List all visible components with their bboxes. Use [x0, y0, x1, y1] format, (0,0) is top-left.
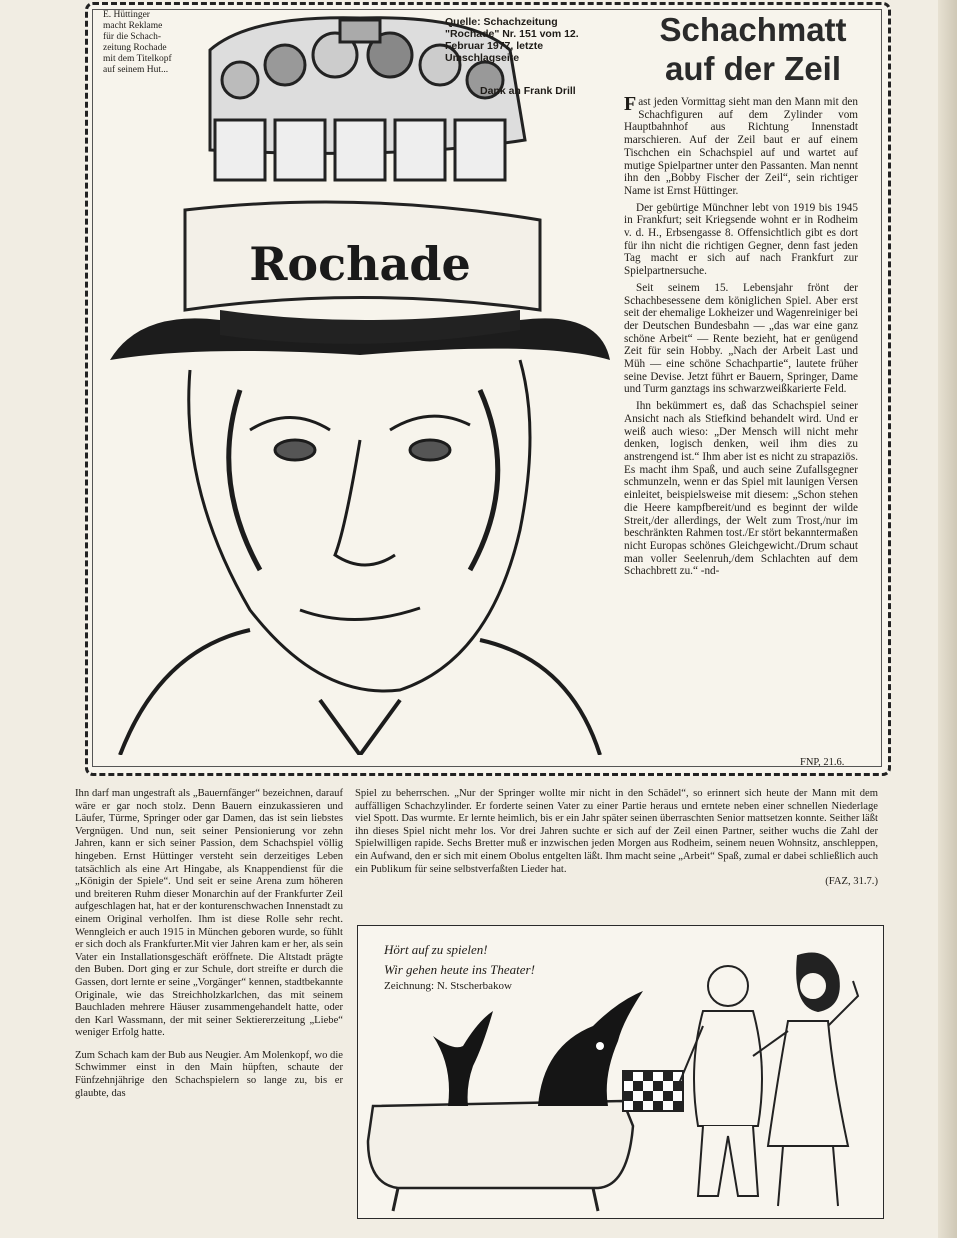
article-body-middle: [355, 788, 878, 889]
caption-line: macht Reklame: [103, 21, 163, 31]
chessboard: [623, 1071, 683, 1111]
whale-tail: [433, 1011, 493, 1106]
caption-line: zeitung Rochade: [103, 43, 167, 53]
cartoon-credit: Zeichnung: N. Stscherbakow: [384, 980, 512, 992]
jacket: [120, 630, 600, 755]
caption-line: mit dem Titelkopf: [103, 54, 172, 64]
source-fnp: FNP, 21.6.: [800, 757, 845, 768]
caption-line: auf seinem Hut...: [103, 65, 169, 75]
article-title: [628, 10, 878, 88]
paragraph: Ihn bekümmert es, daß das Schachspiel seiner Ansicht nach als Stiefkind behandelt wird. Und er weiß auch wieso: „Der Mensch will nicht mehr denken, logisch denken, weil ihm dies zu anstrengend ist.“ Ihm aber ist es nicht zu strapaziös. Es macht ihm Spaß, und auch seine Zufallsgegner schmunzeln, wenn er das Spiel mit launigen Versen einleitet, beispielsweise mit diesem: „Schon stehen die Heere kampfbereit/und es beginnt der wilde Streit,/der allerdings, der Welt zum Trost,/nur im beschränkten Rahmen tost./Er stört bekanntermaßen nicht Europas schönes Gleichgewicht./Drum schaut man voller Seelenruh,/dem Schlachten auf dem Schachbrett zu.“ -nd-: [624, 400, 858, 578]
woman-figure: [753, 954, 858, 1207]
cartoon-line-2: Wir gehen heute ins Theater!: [384, 962, 535, 977]
article-body-right: [624, 93, 858, 582]
source-note: [445, 16, 605, 64]
source-line: Februar 1977, letzte: [445, 40, 544, 52]
paragraph: Ihn darf man ungestraft als „Bauernfänger“ bezeichnen, darauf wäre er gar noch stolz. Denn Bauern einzukassieren und Läufer, Türme, Springer oder gar Damen, das ist sein liebstes Vergnügen. Und nun, seit seiner Pensionierung vor zehn Jahren, kann er sich seiner Passion, dem Schachspiel völlig hingeben. Ernst Hüttinger versteht sein derzeitiges Leben tatsächlich als eine Art Hingabe, als Knappendienst für die „Königin der Spiele“. Und seit er seine Arena zum höheren und breiteren Ruhm dieser Monarchin auf der Frankfurter Zeil aufgeschlagen hat, hat er der konturenschwachen Innenstadt zu einem Original verholfen. Ihm ist diese Rolle sehr recht. Wenngleich er auch 1915 in München geboren wurde, so fühlt er sich doch als Frankfurter.Mit vier Jahren kam er her, als sein Vater ein Installationsgeschäft eröffnete. Die Altstadt prägte den Buben. Dort ging er zur Schule, dort streifte er durch die Gassen, dort lernte er seine „Vorgänger“ kennen, stadtbekannte Originale, wie das Streichholzkarlchen, das mit seinem Bauchladen mehrere Häuser zusammengehandelt hatte, oder den Karl Wassmann, der mit seiner Sektiererzeitung „Liebe“ weniger Erfolg hatte.: [75, 788, 343, 1039]
paragraph: [624, 93, 858, 198]
source-line: Quelle: Schachzeitung: [445, 16, 558, 28]
portrait-illustration: [100, 10, 620, 755]
source-line: Umschlagseite: [445, 52, 520, 64]
caption-line: E. Hüttinger: [103, 10, 150, 20]
paragraph: Der gebürtige Münchner lebt von 1919 bis 1945 in Frankfurt; seit Kriegsende wohnt er in Rodheim v. d. H., Erbsengasse 8. Offensichtlich gibt es dort für ihn nicht die richtigen Gegner, denn fast jeden Tag macht er sich auf nach Frankfurt zur Spielpartnersuche.: [624, 201, 858, 278]
paragraph: Zum Schach kam der Bub aus Neugier. Am Molenkopf, wo die Schwimmer einst in den Main hüpften, schaute der Fünfzehnjährige den Schachspielern so lange zu, bis er glaubte, das: [75, 1049, 343, 1099]
paragraph-text: ast jeden Vormittag sieht man den Mann mit den Schachfiguren auf dem Zylinder vom Hauptbahnhof aus Richtung Innenstadt marschieren. Auf der Zeil baut er auf einem Tischchen ein Schachspiel auf und wartet auf mutige Spielpartner unter den Passanten. Man nennt ihn den „Bobby Fischer der Zeil“, sein richtiger Name ist Ernst Hüttinger.: [624, 96, 858, 197]
article-body-left: [75, 788, 343, 1110]
source-line: "Rochade" Nr. 151 vom 12.: [445, 28, 579, 40]
source-faz: (FAZ, 31.7.): [825, 876, 878, 888]
title-line-1: Schachmatt: [659, 11, 847, 48]
cartoon-line-1: Hört auf zu spielen!: [384, 942, 488, 957]
caption-line: für die Schach-: [103, 32, 162, 42]
paragraph: Seit seinem 15. Lebensjahr frönt der Schachbesessene dem königlichen Spiel. Aber erst seit der ehemalige Lokheizer und Wagenreiniger bei der Deutschen Bundesbahn — „das war eine ganz schöne Arbeit“ — Rente bezieht, hat er genügend Zeit für sein Hobby. „Nach der Arbeit Last und Müh — eine schöne Schachpartie“, lautete früher seine Devise. Jetzt führt er Bauern, Springer, Dame und Turm ganztags ins schwarzweißkarierte Feld.: [624, 281, 858, 396]
title-line-2: auf der Zeil: [664, 50, 842, 87]
paragraph: Spiel zu beherrschen. „Nur der Springer wollte mir nicht in den Schädel“, so erinnert sich heute der Mann mit dem auffälligen Schachzylinder. Er forderte seinen Vater zu einer Partie heraus und erntete neben einer schnellen Niederlage viel Spott. Das wurmte. Er lernte heimlich, bis er ein Jahr später seinen überraschten Senior mattsetzen konnte. Seither läßt ihn dieses Spiel nicht mehr los. Vor drei Jahren suchte er sich auf der Zeil einen Partner, seither wuchs die Zahl der Spielwilligen rapide. Sechs Bretter muß er inzwischen jeden Morgen aus Rodheim, seinem neuen Wohnsitz, anschleppen, ein Aufwand, den er sich mit einem Obolus entgelten läßt. Ihm macht seine „Arbeit“ Spaß, zumal er dabei schließlich auch ein Publikum für seine selbstverfaßten Lieder hat.: [355, 788, 878, 875]
man-figure: [678, 966, 762, 1196]
page-fold-shadow: [938, 0, 957, 1238]
face: [189, 360, 530, 691]
thanks-note: Dank an Frank Drill: [480, 85, 576, 97]
cartoon-caption: [384, 940, 644, 980]
hat-band-text: Rochade: [249, 237, 471, 291]
image-caption: [103, 10, 203, 76]
dropcap: F: [624, 93, 637, 115]
bathtub: [368, 1101, 633, 1188]
